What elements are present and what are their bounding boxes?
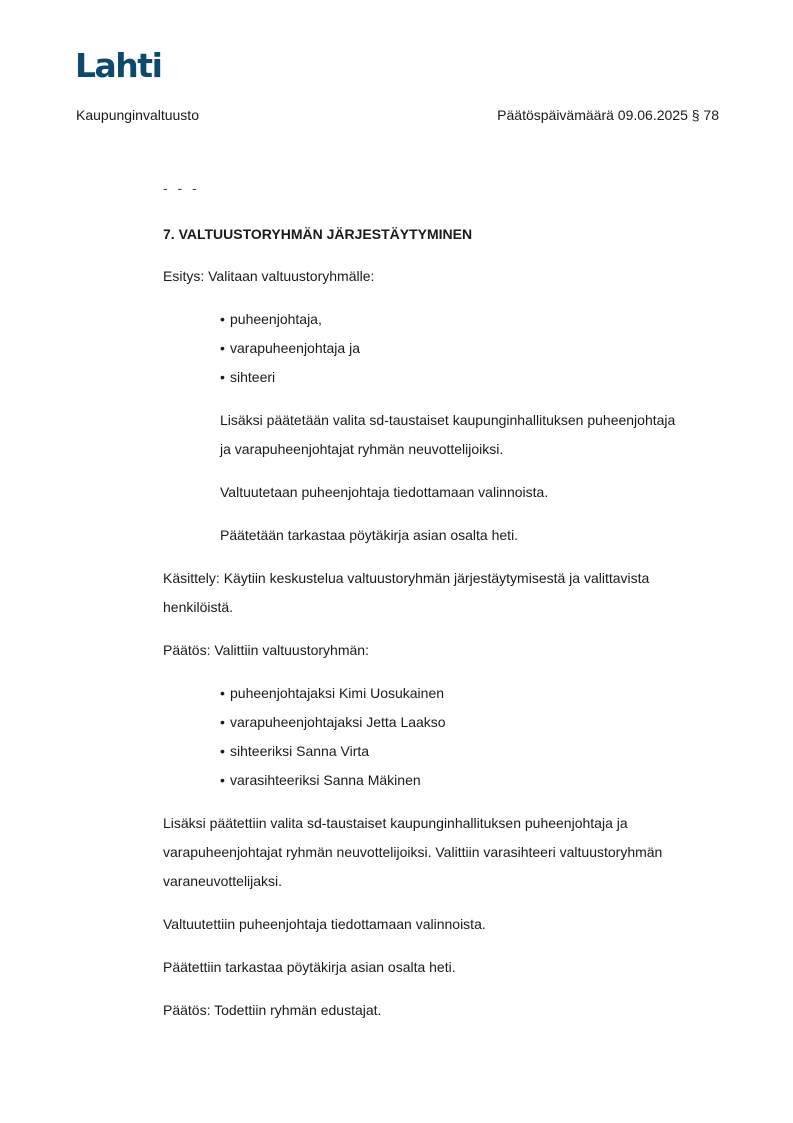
document-body-name: Kaupunginvaltuusto (76, 107, 199, 123)
paragraph-line: Lisäksi päätettiin valita sd-taustaiset kaupunginhallituksen puheenjohtaja ja (163, 815, 628, 831)
decision-paragraph-1 (163, 809, 723, 896)
document-content (163, 178, 723, 1039)
paragraph-line: henkilöistä. (163, 599, 234, 615)
omission-dashes: - - - (163, 180, 200, 196)
list-item-text: varapuheenjohtaja ja (230, 340, 360, 356)
bullet-icon: • (220, 743, 225, 759)
list-item-text: puheenjohtajaksi Kimi Uosukainen (230, 685, 445, 701)
decision-date-section: Päätöspäivämäärä 09.06.2025 § 78 (497, 107, 719, 123)
list-item-text: varapuheenjohtajaksi Jetta Laakso (230, 714, 446, 730)
bullet-icon: • (220, 369, 225, 385)
list-item (220, 766, 723, 795)
decision-list (220, 679, 723, 795)
decision-paragraph-2: Valtuutettiin puheenjohtaja tiedottamaan valinnoista. (163, 916, 486, 932)
proposal-intro: Esitys: Valitaan valtuustoryhmälle: (163, 268, 375, 284)
paragraph-line: varapuheenjohtajat ryhmän neuvottelijoiksi. Valittiin varasihteeri valtuustoryhmän (163, 844, 663, 860)
bullet-icon: • (220, 714, 225, 730)
lahti-logo (75, 46, 170, 82)
proposal-list (220, 305, 723, 392)
paragraph-line: Käsittely: Käytiin keskustelua valtuustoryhmän järjestäytymisestä ja valittavista (163, 570, 650, 586)
final-decision: Päätös: Todettiin ryhmän edustajat. (163, 1002, 382, 1018)
list-item (220, 708, 723, 737)
list-item (220, 679, 723, 708)
section-heading: 7. VALTUUSTORYHMÄN JÄRJESTÄYTYMINEN (163, 226, 473, 242)
lahti-logo-text: Lahti (75, 46, 162, 82)
bullet-icon: • (220, 311, 225, 327)
list-item (220, 305, 723, 334)
bullet-icon: • (220, 772, 225, 788)
list-item-text: sihteeri (230, 369, 276, 385)
list-item (220, 334, 723, 363)
paragraph-line: varaneuvottelijaksi. (163, 873, 283, 889)
list-item-text: puheenjohtaja, (230, 311, 322, 327)
list-item-text: varasihteeriksi Sanna Mäkinen (230, 772, 421, 788)
proposal-paragraph-1 (220, 406, 723, 464)
lahti-logo-mark (75, 46, 170, 82)
paragraph-line: ja varapuheenjohtajat ryhmän neuvottelijoiksi. (220, 441, 504, 457)
decision-paragraph-3: Päätettiin tarkastaa pöytäkirja asian osalta heti. (163, 959, 456, 975)
list-item-text: sihteeriksi Sanna Virta (230, 743, 370, 759)
paragraph-line: Lisäksi päätetään valita sd-taustaiset kaupunginhallituksen puheenjohtaja (220, 412, 676, 428)
bullet-icon: • (220, 685, 225, 701)
handling-paragraph (163, 564, 723, 622)
bullet-icon: • (220, 340, 225, 356)
proposal-paragraph-2: Valtuutetaan puheenjohtaja tiedottamaan valinnoista. (220, 484, 549, 500)
list-item (220, 737, 723, 766)
decision-intro: Päätös: Valittiin valtuustoryhmän: (163, 642, 369, 658)
list-item (220, 363, 723, 392)
proposal-paragraph-3: Päätetään tarkastaa pöytäkirja asian osalta heti. (220, 527, 519, 543)
